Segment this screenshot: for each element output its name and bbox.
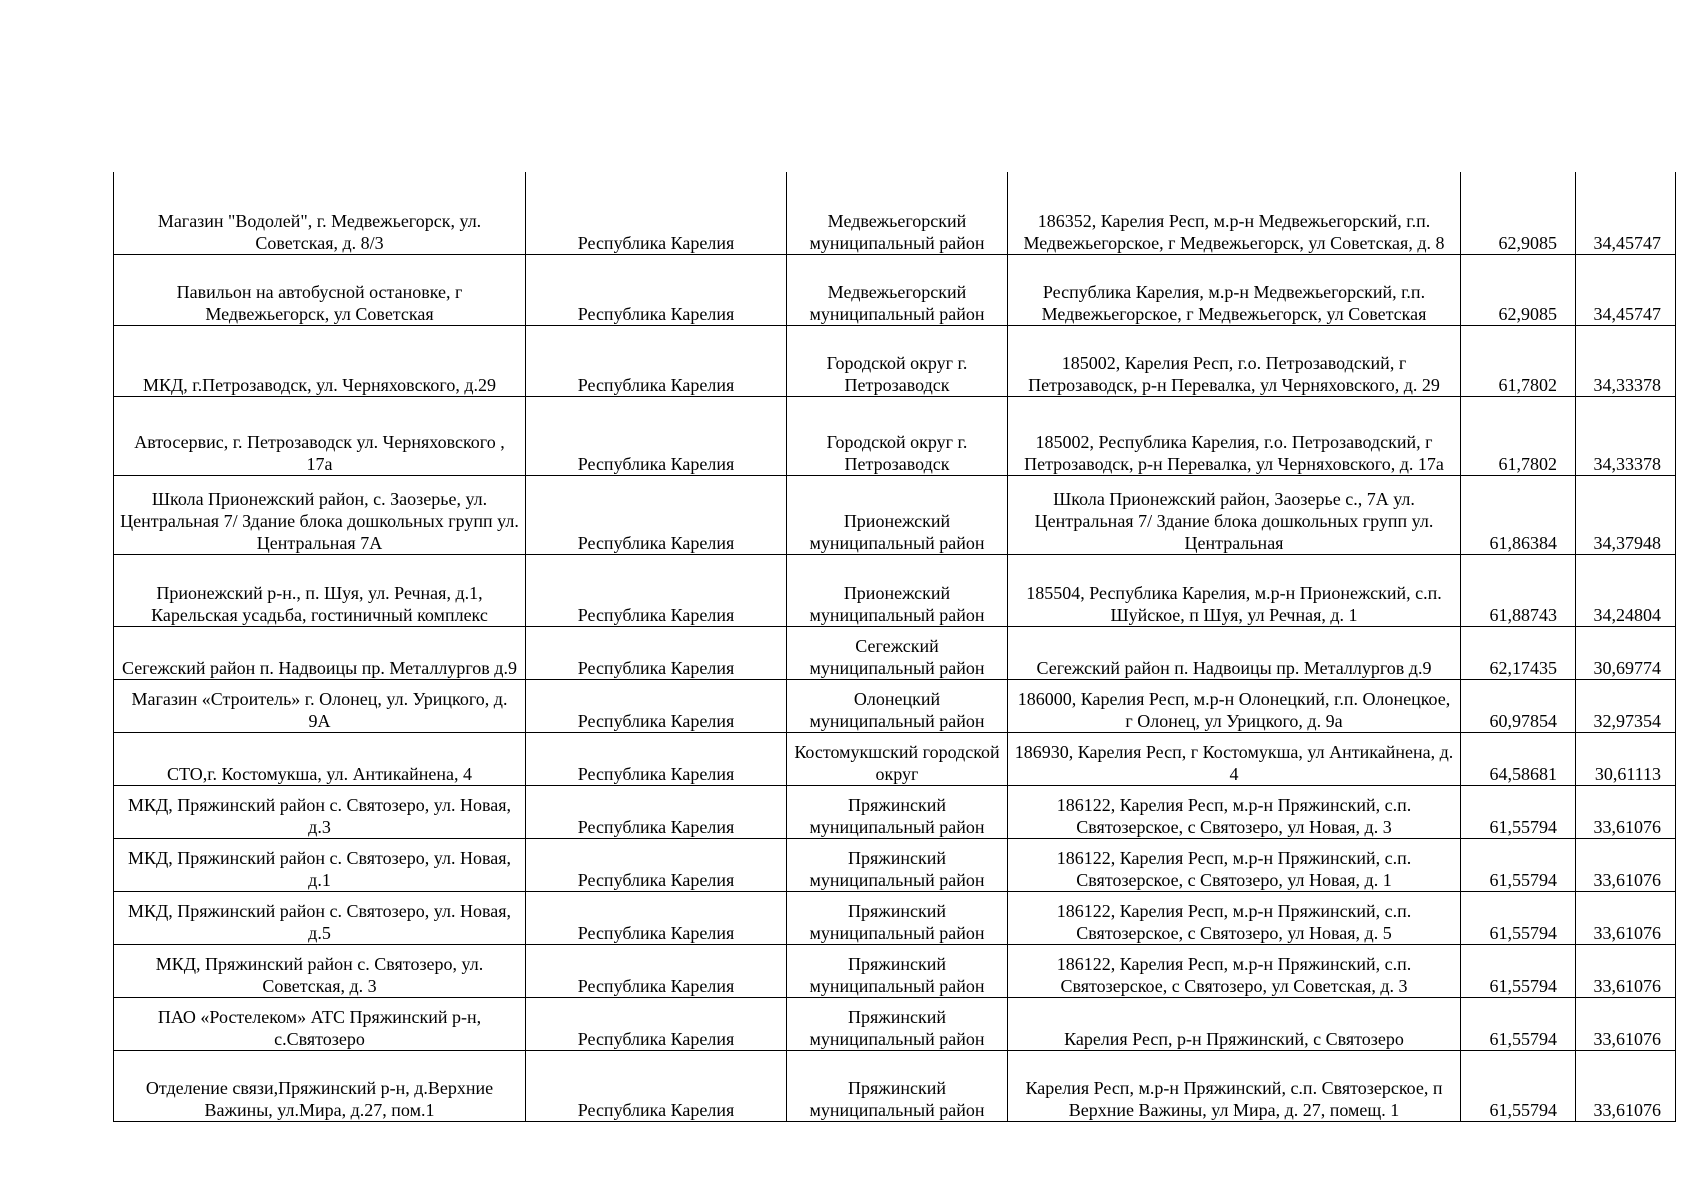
object-cell: Магазин "Водолей", г. Медвежьегорск, ул. Советская, д. 8/3 [114, 172, 526, 254]
region-cell: Республика Карелия [526, 679, 787, 732]
table-row [114, 944, 1676, 997]
table-row [114, 997, 1676, 1050]
municipality-cell: Медвежьегорский муниципальный район [787, 254, 1008, 325]
table-row [114, 838, 1676, 891]
table-body [114, 172, 1676, 1121]
table-row [114, 891, 1676, 944]
longitude-cell: 34,33378 [1576, 396, 1676, 475]
region-cell: Республика Карелия [526, 325, 787, 396]
address-cell: 185002, Республика Карелия, г.о. Петрозаводский, г Петрозаводск, р-н Перевалка, ул Черняховского, д. 17а [1008, 396, 1461, 475]
latitude-cell: 61,55794 [1461, 1050, 1576, 1121]
longitude-cell: 34,45747 [1576, 172, 1676, 254]
table-row [114, 475, 1676, 554]
latitude-cell: 60,97854 [1461, 679, 1576, 732]
object-cell: МКД, г.Петрозаводск, ул. Черняховского, д.29 [114, 325, 526, 396]
address-cell: 185504, Республика Карелия, м.р-н Прионежский, с.п. Шуйское, п Шуя, ул Речная, д. 1 [1008, 554, 1461, 626]
municipality-cell: Олонецкий муниципальный район [787, 679, 1008, 732]
latitude-cell: 64,58681 [1461, 732, 1576, 785]
longitude-cell: 33,61076 [1576, 997, 1676, 1050]
municipality-cell: Городской округ г. Петрозаводск [787, 396, 1008, 475]
table-row [114, 1050, 1676, 1121]
table-row [114, 785, 1676, 838]
longitude-cell: 34,24804 [1576, 554, 1676, 626]
object-cell: Магазин «Строитель» г. Олонец, ул. Урицкого, д. 9А [114, 679, 526, 732]
latitude-cell: 61,55794 [1461, 891, 1576, 944]
address-cell: 186352, Карелия Респ, м.р-н Медвежьегорский, г.п. Медвежьегорское, г Медвежьегорск, ул Советская, д. 8 [1008, 172, 1461, 254]
municipality-cell: Пряжинский муниципальный район [787, 891, 1008, 944]
latitude-cell: 62,9085 [1461, 254, 1576, 325]
longitude-cell: 34,45747 [1576, 254, 1676, 325]
municipality-cell: Пряжинский муниципальный район [787, 944, 1008, 997]
region-cell: Республика Карелия [526, 838, 787, 891]
object-cell: ПАО «Ростелеком» АТС Пряжинский р-н, с.Святозеро [114, 997, 526, 1050]
municipality-cell: Городской округ г. Петрозаводск [787, 325, 1008, 396]
longitude-cell: 33,61076 [1576, 944, 1676, 997]
latitude-cell: 61,7802 [1461, 325, 1576, 396]
table-row [114, 325, 1676, 396]
address-cell: Республика Карелия, м.р-н Медвежьегорский, г.п. Медвежьегорское, г Медвежьегорск, ул Советская [1008, 254, 1461, 325]
address-cell: 185002, Карелия Респ, г.о. Петрозаводский, г Петрозаводск, р-н Перевалка, ул Черняховского, д. 29 [1008, 325, 1461, 396]
table-row [114, 626, 1676, 679]
address-cell: 186122, Карелия Респ, м.р-н Пряжинский, с.п. Святозерское, с Святозеро, ул Советская, д. 3 [1008, 944, 1461, 997]
longitude-cell: 34,33378 [1576, 325, 1676, 396]
municipality-cell: Прионежский муниципальный район [787, 475, 1008, 554]
municipality-cell: Пряжинский муниципальный район [787, 1050, 1008, 1121]
latitude-cell: 62,17435 [1461, 626, 1576, 679]
region-cell: Республика Карелия [526, 554, 787, 626]
region-cell: Республика Карелия [526, 732, 787, 785]
address-cell: 186122, Карелия Респ, м.р-н Пряжинский, с.п. Святозерское, с Святозеро, ул Новая, д. 1 [1008, 838, 1461, 891]
region-cell: Республика Карелия [526, 396, 787, 475]
longitude-cell: 30,61113 [1576, 732, 1676, 785]
longitude-cell: 34,37948 [1576, 475, 1676, 554]
address-cell: Сегежский район п. Надвоицы пр. Металлургов д.9 [1008, 626, 1461, 679]
region-cell: Республика Карелия [526, 172, 787, 254]
region-cell: Республика Карелия [526, 997, 787, 1050]
table-row [114, 254, 1676, 325]
longitude-cell: 32,97354 [1576, 679, 1676, 732]
address-cell: 186930, Карелия Респ, г Костомукша, ул Антикайнена, д. 4 [1008, 732, 1461, 785]
object-cell: СТО,г. Костомукша, ул. Антикайнена, 4 [114, 732, 526, 785]
address-cell: Школа Прионежский район, Заозерье с., 7А ул. Центральная 7/ Здание блока дошкольных групп ул. Центральная [1008, 475, 1461, 554]
latitude-cell: 61,7802 [1461, 396, 1576, 475]
longitude-cell: 33,61076 [1576, 838, 1676, 891]
latitude-cell: 62,9085 [1461, 172, 1576, 254]
object-cell: МКД, Пряжинский район с. Святозеро, ул. Советская, д. 3 [114, 944, 526, 997]
latitude-cell: 61,55794 [1461, 997, 1576, 1050]
table-row [114, 396, 1676, 475]
object-cell: Отделение связи,Пряжинский р-н, д.Верхние Важины, ул.Мира, д.27, пом.1 [114, 1050, 526, 1121]
latitude-cell: 61,86384 [1461, 475, 1576, 554]
municipality-cell: Пряжинский муниципальный район [787, 785, 1008, 838]
longitude-cell: 33,61076 [1576, 891, 1676, 944]
municipality-cell: Пряжинский муниципальный район [787, 838, 1008, 891]
longitude-cell: 33,61076 [1576, 785, 1676, 838]
longitude-cell: 33,61076 [1576, 1050, 1676, 1121]
address-cell: 186000, Карелия Респ, м.р-н Олонецкий, г.п. Олонецкое, г Олонец, ул Урицкого, д. 9а [1008, 679, 1461, 732]
locations-table [113, 172, 1676, 1122]
object-cell: Прионежский р-н., п. Шуя, ул. Речная, д.1, Карельская усадьба, гостиничный комплекс [114, 554, 526, 626]
object-cell: МКД, Пряжинский район с. Святозеро, ул. Новая, д.1 [114, 838, 526, 891]
address-cell: 186122, Карелия Респ, м.р-н Пряжинский, с.п. Святозерское, с Святозеро, ул Новая, д. 3 [1008, 785, 1461, 838]
address-cell: 186122, Карелия Респ, м.р-н Пряжинский, с.п. Святозерское, с Святозеро, ул Новая, д. 5 [1008, 891, 1461, 944]
document-table-container [113, 172, 1675, 1122]
latitude-cell: 61,55794 [1461, 838, 1576, 891]
region-cell: Республика Карелия [526, 254, 787, 325]
table-row [114, 732, 1676, 785]
object-cell: Сегежский район п. Надвоицы пр. Металлургов д.9 [114, 626, 526, 679]
municipality-cell: Медвежьегорский муниципальный район [787, 172, 1008, 254]
longitude-cell: 30,69774 [1576, 626, 1676, 679]
object-cell: Автосервис, г. Петрозаводск ул. Черняховского , 17а [114, 396, 526, 475]
region-cell: Республика Карелия [526, 785, 787, 838]
latitude-cell: 61,88743 [1461, 554, 1576, 626]
municipality-cell: Костомукшский городской округ [787, 732, 1008, 785]
object-cell: Школа Прионежский район, с. Заозерье, ул. Центральная 7/ Здание блока дошкольных групп ул. Центральная 7А [114, 475, 526, 554]
municipality-cell: Прионежский муниципальный район [787, 554, 1008, 626]
object-cell: МКД, Пряжинский район с. Святозеро, ул. Новая, д.3 [114, 785, 526, 838]
object-cell: Павильон на автобусной остановке, г Медвежьегорск, ул Советская [114, 254, 526, 325]
region-cell: Республика Карелия [526, 1050, 787, 1121]
region-cell: Республика Карелия [526, 475, 787, 554]
region-cell: Республика Карелия [526, 626, 787, 679]
object-cell: МКД, Пряжинский район с. Святозеро, ул. Новая, д.5 [114, 891, 526, 944]
latitude-cell: 61,55794 [1461, 944, 1576, 997]
region-cell: Республика Карелия [526, 944, 787, 997]
table-row [114, 172, 1676, 254]
address-cell: Карелия Респ, м.р-н Пряжинский, с.п. Святозерское, п Верхние Важины, ул Мира, д. 27, помещ. 1 [1008, 1050, 1461, 1121]
address-cell: Карелия Респ, р-н Пряжинский, с Святозеро [1008, 997, 1461, 1050]
municipality-cell: Сегежский муниципальный район [787, 626, 1008, 679]
table-row [114, 554, 1676, 626]
municipality-cell: Пряжинский муниципальный район [787, 997, 1008, 1050]
latitude-cell: 61,55794 [1461, 785, 1576, 838]
table-row [114, 679, 1676, 732]
region-cell: Республика Карелия [526, 891, 787, 944]
